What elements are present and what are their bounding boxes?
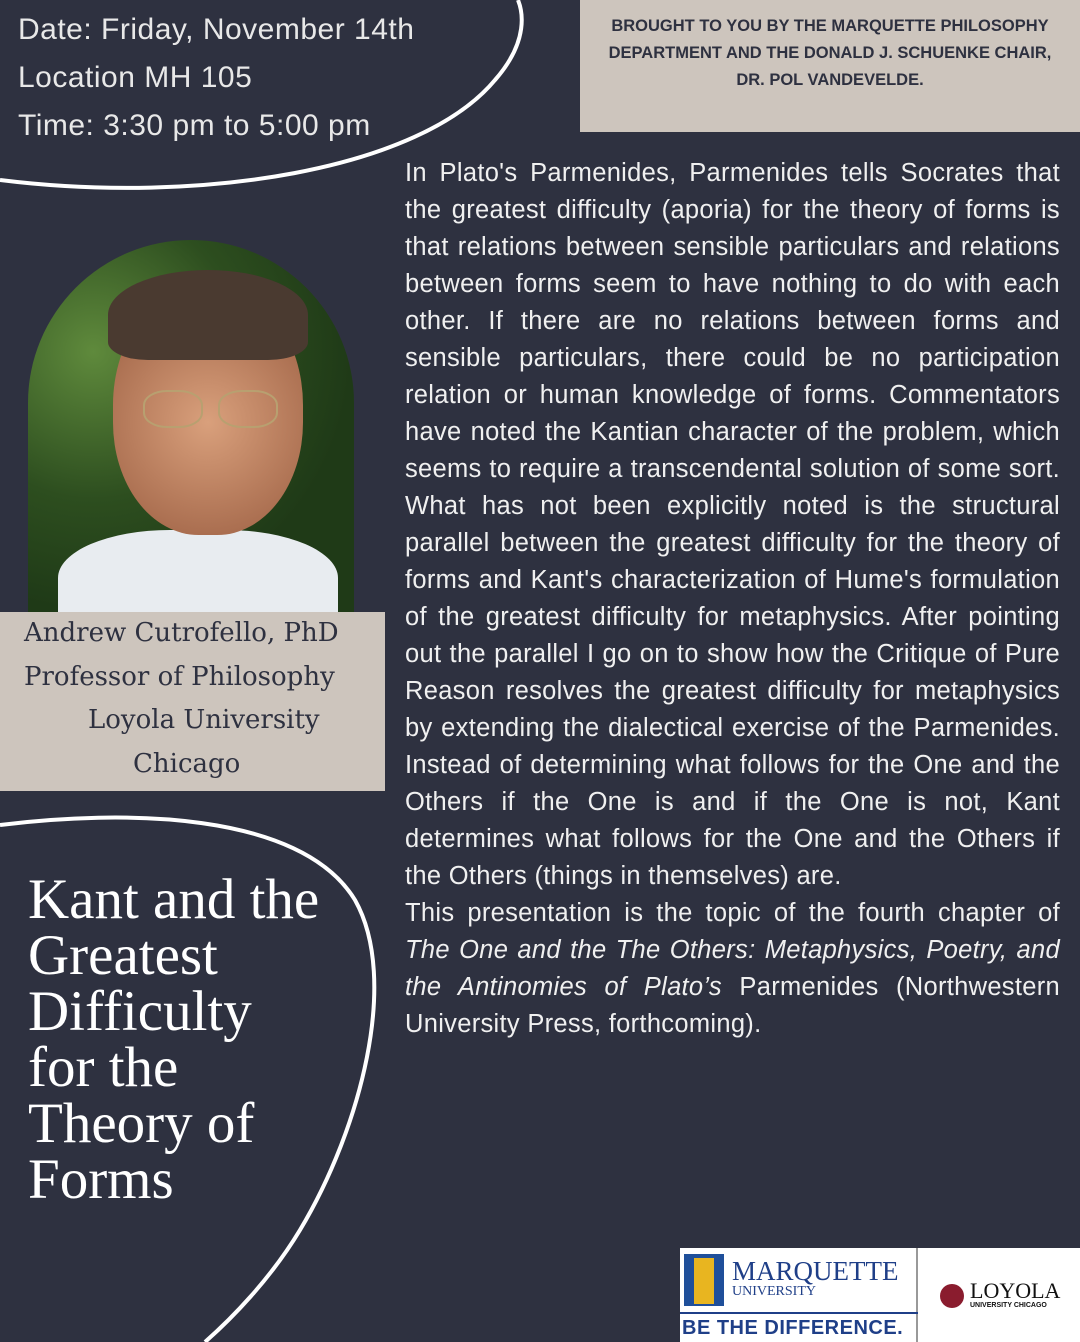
sponsor-logos bbox=[680, 1248, 1080, 1342]
marquette-university: UNIVERSITY bbox=[732, 1284, 816, 1299]
speaker-info bbox=[0, 612, 385, 791]
abstract-text: In Plato's Parmenides, Parmenides tells Socrates that the greatest difficulty (aporia) for the theory of forms is that relations between sensible particulars and relations between forms seem to have nothing to do with each other. If there are no relations between forms and sensible particulars, there could be no participation relation or human knowledge of forms. Commentators have noted the Kantian character of the problem, which seems to require a transcendental solution of some sort. What has not been explicitly noted is the structural parallel between the greatest difficulty for the theory of forms and Kant's characterization of Hume's formulation of the greatest difficulty for metaphysics. After pointing out the parallel I go on to show how the Critique of Pure Reason resolves the greatest difficulty for metaphysics by extending the dialectical exercise of the Parmenides. Instead of determining what follows for the One and the Others if the One is and if the One is not, Kant determines what follows for the One and the Others if the Others (things in themselves) are. bbox=[405, 159, 1060, 890]
event-time: Time: 3:30 pm to 5:00 pm bbox=[18, 109, 371, 142]
speaker-role: Professor of Philosophy bbox=[24, 661, 335, 692]
book-title: The One and the The Others: Metaphysics, Poetry, and the Antinomies of Plato’s bbox=[405, 936, 1060, 1001]
loyola-logo bbox=[918, 1248, 1080, 1342]
publication-note bbox=[405, 895, 1060, 1043]
loyola-seal-icon bbox=[940, 1284, 964, 1308]
marquette-tagline: BE THE DIFFERENCE. bbox=[682, 1317, 904, 1339]
marquette-logo bbox=[680, 1248, 918, 1342]
talk-title: Kant and the Greatest Difficulty for the Theory of Forms bbox=[28, 868, 320, 1211]
sponsor-line: BROUGHT TO YOU BY THE MARQUETTE PHILOSOPHY bbox=[611, 17, 1049, 35]
sponsor-banner bbox=[580, 0, 1080, 132]
event-details bbox=[18, 6, 414, 150]
sponsor-line: DEPARTMENT AND THE DONALD J. SCHUENKE CHAIR, bbox=[608, 44, 1052, 62]
speaker-city: Chicago bbox=[133, 748, 241, 779]
event-location: Location MH 105 bbox=[18, 61, 253, 94]
loyola-sub: UNIVERSITY CHICAGO bbox=[970, 1302, 1047, 1309]
note-prefix: This presentation is the topic of the fourth chapter of bbox=[405, 899, 1060, 927]
event-date: Date: Friday, November 14th bbox=[18, 13, 415, 46]
speaker-photo bbox=[28, 240, 354, 612]
speaker-name: Andrew Cutrofello, PhD bbox=[24, 618, 339, 648]
abstract bbox=[405, 155, 1060, 1043]
note-suffix: (Northwestern University Press, forthcoming). bbox=[405, 973, 1060, 1038]
loyola-name: LOYOLA bbox=[970, 1278, 1061, 1303]
marquette-name: MARQUETTE bbox=[732, 1256, 899, 1286]
speaker-institution: Loyola University bbox=[88, 705, 320, 735]
sponsor-line: DR. POL VANDEVELDE. bbox=[736, 71, 924, 89]
marquette-tower-icon bbox=[684, 1254, 724, 1306]
book-title-end: Parmenides bbox=[721, 973, 879, 1001]
